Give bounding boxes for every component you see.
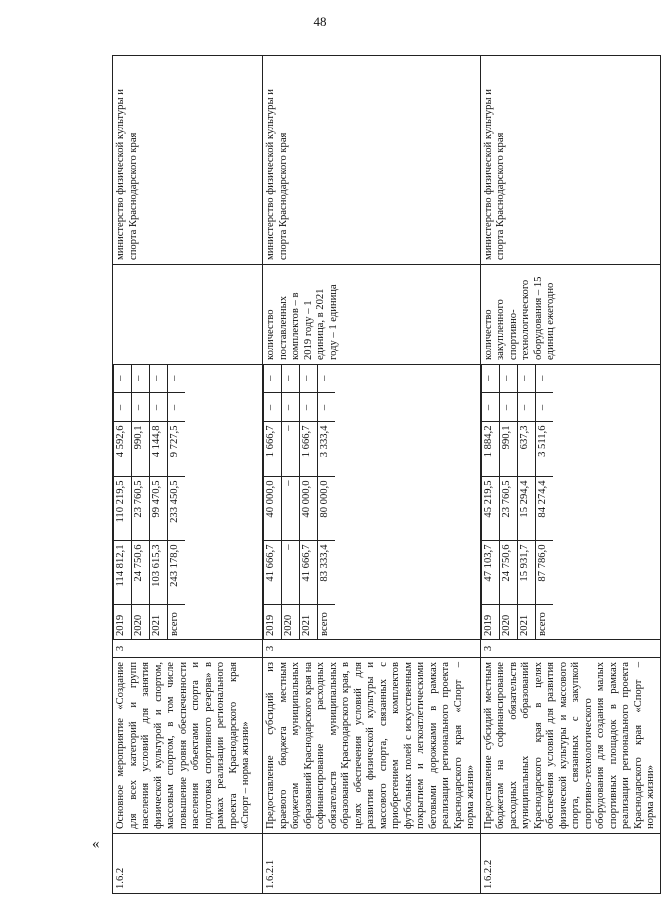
regional-budget-cell: 110 219,5 — [114, 477, 132, 541]
extra-source-cell: – — [517, 364, 535, 393]
total-amount-cell: – — [282, 541, 300, 605]
financing-table — [113, 364, 185, 639]
extra-source-cell: – — [499, 364, 517, 393]
result-indicator — [113, 265, 263, 365]
executor: министерство физической культуры и спорта Краснодарского края — [263, 56, 481, 265]
year-cell: 2019 — [264, 605, 282, 639]
extra-source-cell: – — [264, 364, 282, 393]
regional-budget-cell: 23 760,5 — [132, 477, 150, 541]
table-row — [263, 56, 481, 894]
other-source-cell: – — [499, 393, 517, 422]
total-amount-cell: 24 750,6 — [499, 541, 517, 605]
other-source-cell: – — [132, 393, 150, 422]
regional-budget-cell: 45 219,5 — [481, 477, 499, 541]
program-measures-table — [112, 55, 661, 894]
rotated-table-area — [112, 56, 656, 894]
regional-budget-cell: 233 450,5 — [168, 477, 186, 541]
financing-row — [114, 364, 132, 639]
local-budget-cell: 990,1 — [132, 422, 150, 477]
result-indicator: количество поставленных комплектов – в 2019 году – 1 единица, в 2021 году – 1 единица — [263, 265, 481, 365]
extra-source-cell: – — [150, 364, 168, 393]
financing-cell — [480, 365, 660, 640]
local-budget-cell: 990,1 — [499, 422, 517, 477]
year-cell: всего — [535, 605, 553, 639]
executor: министерство физической культуры и спорта Краснодарского края — [113, 56, 263, 265]
financing-table — [263, 364, 335, 639]
other-source-cell: – — [481, 393, 499, 422]
regional-budget-cell: 99 470,5 — [150, 477, 168, 541]
financing-row — [318, 364, 336, 639]
extra-source-cell: – — [282, 364, 300, 393]
other-source-cell: – — [318, 393, 336, 422]
year-cell: 2021 — [150, 605, 168, 639]
regional-budget-cell: 40 000,0 — [300, 477, 318, 541]
local-budget-cell: 4 144,8 — [150, 422, 168, 477]
table-row — [113, 56, 263, 894]
extra-source-cell: – — [114, 364, 132, 393]
total-amount-cell: 24 750,6 — [132, 541, 150, 605]
measure-number: 1.6.2.1 — [263, 834, 481, 894]
other-source-cell: – — [517, 393, 535, 422]
financing-row — [535, 364, 553, 639]
regional-budget-cell: 23 760,5 — [499, 477, 517, 541]
financing-row — [132, 364, 150, 639]
local-budget-cell: 1 666,7 — [300, 422, 318, 477]
opening-quote-mark: « — [92, 836, 100, 852]
regional-budget-cell: 15 294,4 — [517, 477, 535, 541]
year-cell: всего — [168, 605, 186, 639]
result-indicator: количество закупленного спортивно-технологического оборудования – 15 единиц ежегодно — [480, 265, 660, 365]
measure-description: Предоставление субсидий из краевого бюджета местным бюджетам муниципальных образований Краснодарского края на софинансирование расходных обязательств муниципальных образований Краснодарского края, в целях обеспечения условий для развития физической культуры и массового спорта, связанных с приобретением комплектов футбольных полей с искусственным покрытием и легкоатлетическими беговыми дорожками в рамках реализации регионального проекта Краснодарского края «Спорт – норма жизни» — [263, 658, 481, 834]
year-cell: 2020 — [282, 605, 300, 639]
year-cell: 2021 — [300, 605, 318, 639]
extra-source-cell: – — [132, 364, 150, 393]
local-budget-cell: 1 884,2 — [481, 422, 499, 477]
extra-source-cell: – — [300, 364, 318, 393]
other-source-cell: – — [114, 393, 132, 422]
year-cell: 2019 — [481, 605, 499, 639]
financing-row — [150, 364, 168, 639]
year-cell: всего — [318, 605, 336, 639]
regional-budget-cell: 80 000,0 — [318, 477, 336, 541]
financing-row — [168, 364, 186, 639]
other-source-cell: – — [535, 393, 553, 422]
financing-row — [264, 364, 282, 639]
regional-budget-cell: 84 274,4 — [535, 477, 553, 541]
status-code: 3 — [480, 640, 660, 658]
table-row — [480, 56, 660, 894]
measure-description: Предоставление субсидий местным бюджетам на софинансирование расходных обязательств муниципальных образований Краснодарского края в целях обеспечения условий для развития физической культуры и массового спорта, связанных с закупкой спортивно-технологического оборудования для создания малых спортивных площадок в рамках реализации регионального проекта Краснодарского края «Спорт – норма жизни» — [480, 658, 660, 834]
extra-source-cell: – — [318, 364, 336, 393]
financing-table — [481, 364, 553, 639]
measure-description: Основное мероприятие «Создание для всех категорий и групп населения условий для занятия физической культурой и спортом, массовым спортом, в том числе повышение уровня обеспеченности населения объектами спорта и подготовка спортивного резерва» в рамках реализации регионального проекта Краснодарского края «Спорт – норма жизни» — [113, 658, 263, 834]
financing-cell — [113, 365, 263, 640]
financing-cell — [263, 365, 481, 640]
local-budget-cell: 637,3 — [517, 422, 535, 477]
other-source-cell: – — [168, 393, 186, 422]
other-source-cell: – — [264, 393, 282, 422]
financing-row — [282, 364, 300, 639]
year-cell: 2020 — [132, 605, 150, 639]
total-amount-cell: 103 615,3 — [150, 541, 168, 605]
financing-row — [499, 364, 517, 639]
total-amount-cell: 114 812,1 — [114, 541, 132, 605]
other-source-cell: – — [150, 393, 168, 422]
financing-row — [481, 364, 499, 639]
regional-budget-cell: 40 000,0 — [264, 477, 282, 541]
measure-number: 1.6.2 — [113, 834, 263, 894]
total-amount-cell: 41 666,7 — [300, 541, 318, 605]
total-amount-cell: 243 178,0 — [168, 541, 186, 605]
total-amount-cell: 15 931,7 — [517, 541, 535, 605]
financing-row — [300, 364, 318, 639]
financing-row — [517, 364, 535, 639]
regional-budget-cell: – — [282, 477, 300, 541]
status-code: 3 — [263, 640, 481, 658]
measure-number: 1.6.2.2 — [480, 834, 660, 894]
other-source-cell: – — [300, 393, 318, 422]
status-code: 3 — [113, 640, 263, 658]
extra-source-cell: – — [535, 364, 553, 393]
total-amount-cell: 41 666,7 — [264, 541, 282, 605]
extra-source-cell: – — [481, 364, 499, 393]
year-cell: 2021 — [517, 605, 535, 639]
local-budget-cell: 9 727,5 — [168, 422, 186, 477]
year-cell: 2020 — [499, 605, 517, 639]
year-cell: 2019 — [114, 605, 132, 639]
total-amount-cell: 87 786,0 — [535, 541, 553, 605]
local-budget-cell: – — [282, 422, 300, 477]
total-amount-cell: 47 103,7 — [481, 541, 499, 605]
local-budget-cell: 3 511,6 — [535, 422, 553, 477]
local-budget-cell: 3 333,4 — [318, 422, 336, 477]
executor: министерство физической культуры и спорта Краснодарского края — [480, 56, 660, 265]
other-source-cell: – — [282, 393, 300, 422]
extra-source-cell: – — [168, 364, 186, 393]
local-budget-cell: 1 666,7 — [264, 422, 282, 477]
local-budget-cell: 4 592,6 — [114, 422, 132, 477]
total-amount-cell: 83 333,4 — [318, 541, 336, 605]
page-number: 48 — [313, 14, 327, 29]
